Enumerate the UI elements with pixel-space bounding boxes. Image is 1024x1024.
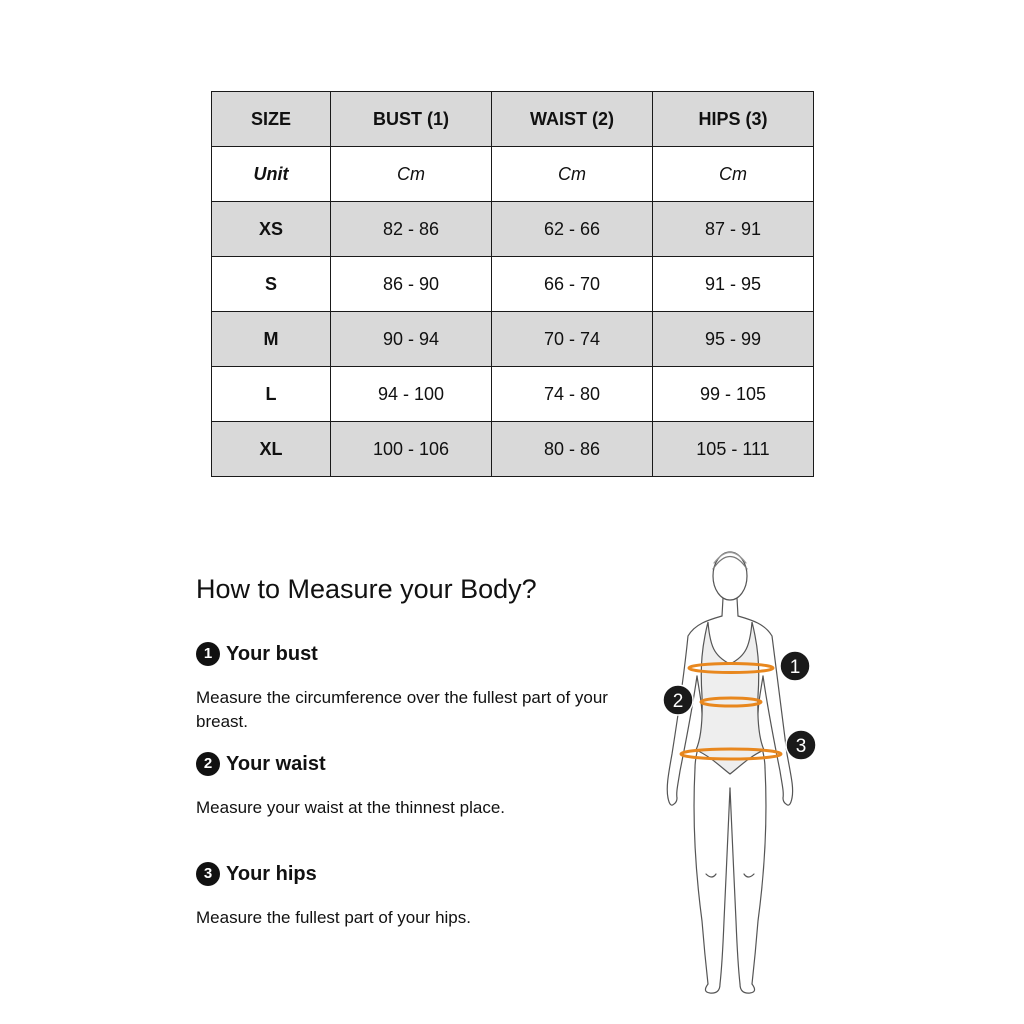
hips-cell: 87 - 91 — [653, 202, 814, 257]
unit-hips: Cm — [653, 147, 814, 202]
callout-number: 3 — [795, 736, 807, 757]
callout-number: 2 — [672, 691, 684, 712]
waist-cell: 70 - 74 — [492, 312, 653, 367]
unit-label: Unit — [212, 147, 331, 202]
table-row — [212, 422, 814, 477]
waist-cell: 80 - 86 — [492, 422, 653, 477]
step-heading-text: Your waist — [226, 752, 326, 775]
waist-cell: 62 - 66 — [492, 202, 653, 257]
unit-bust: Cm — [331, 147, 492, 202]
bust-cell: 86 - 90 — [331, 257, 492, 312]
bust-cell: 90 - 94 — [331, 312, 492, 367]
size-cell: XL — [212, 422, 331, 477]
bust-cell: 82 - 86 — [331, 202, 492, 257]
header-waist: WAIST (2) — [492, 92, 653, 147]
callout-number: 1 — [789, 657, 801, 678]
step-waist-description: Measure your waist at the thinnest place. — [196, 798, 505, 817]
bust-cell: 100 - 106 — [331, 422, 492, 477]
header-size: SIZE — [212, 92, 331, 147]
waist-cell: 74 - 80 — [492, 367, 653, 422]
bust-cell: 94 - 100 — [331, 367, 492, 422]
callout-bust-marker — [780, 651, 810, 681]
guide-title: How to Measure your Body? — [196, 574, 537, 604]
table-row — [212, 257, 814, 312]
step-number-badge: 3 — [196, 862, 220, 886]
table-row — [212, 367, 814, 422]
size-cell: L — [212, 367, 331, 422]
step-number-badge: 2 — [196, 752, 220, 776]
body-figure-illustration — [640, 536, 840, 998]
hips-cell: 99 - 105 — [653, 367, 814, 422]
step-heading-text: Your bust — [226, 642, 318, 665]
header-hips: HIPS (3) — [653, 92, 814, 147]
callout-hips-marker — [786, 730, 816, 760]
step-bust-description: Measure the circumference over the fullest part of your breast. — [196, 688, 608, 731]
callout-waist-marker — [663, 685, 693, 715]
size-chart-table — [211, 91, 814, 477]
table-row — [212, 312, 814, 367]
step-heading-text: Your hips — [226, 862, 317, 885]
size-cell: M — [212, 312, 331, 367]
table-row — [212, 202, 814, 257]
step-hips-description: Measure the fullest part of your hips. — [196, 908, 471, 927]
header-row — [212, 92, 814, 147]
step-hips-heading — [196, 862, 317, 886]
waist-cell: 66 - 70 — [492, 257, 653, 312]
size-cell: S — [212, 257, 331, 312]
unit-row — [212, 147, 814, 202]
hips-cell: 91 - 95 — [653, 257, 814, 312]
step-number-badge: 1 — [196, 642, 220, 666]
hips-cell: 105 - 111 — [653, 422, 814, 477]
unit-waist: Cm — [492, 147, 653, 202]
step-bust-heading — [196, 642, 318, 666]
hips-cell: 95 - 99 — [653, 312, 814, 367]
header-bust: BUST (1) — [331, 92, 492, 147]
size-cell: XS — [212, 202, 331, 257]
step-waist-heading — [196, 752, 326, 776]
